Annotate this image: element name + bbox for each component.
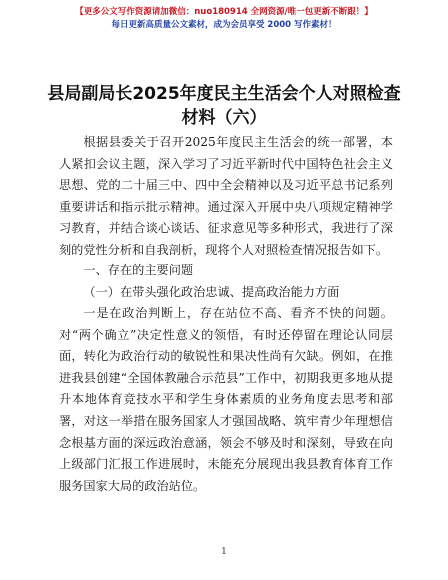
body-paragraph: 一是在政治判断上，存在站位不高、看齐不快的问题。对“两个确立”决定性意义的领悟，有时还停留在理论认同层面，转化为政治行动的敏锐性和果决性尚有欠缺。例如，在推进我县创建“全国体教融合示范县”工作中，初期我更多地从提升本地体育竞技水平和学生身体素质的业务角度去思考和部署，对这一举措在服务国家人才强国战略、筑牢青少年理想信念根基方面的深远政治意涵，领会不够及时和深刻，导致在向上级部门汇报工作进展时，未能充分展现出我县教育体育工作服务国家大局的政治站位。 xyxy=(59,306,393,493)
intro-paragraph: 根据县委关于召开2025年度民主生活会的统一部署，本人紧扣会议主题，深入学习了习近平新时代中国特色社会主义思想、党的二十届三中、四中全会精神以及习近平总书记系列重要讲话和指示批示精神。通过深入开展中央八项规定精神学习教育，并结合谈心谈话、征求意见等多种形式，我进行了深刻的党性分析和自我剖析，现将个人对照检查情况报告如下。 xyxy=(59,135,393,257)
promo-banner-line-2: 每日更新高质量公文素材，成为会员享受 2000 写作素材！ xyxy=(111,20,337,30)
document-title: 县局副局长2025年度民主生活会个人对照检查材料（六） xyxy=(47,84,401,128)
promo-banner xyxy=(0,6,448,31)
promo-banner-line-1: 【更多公文写作资源请加微信：nuo180914 全网资源/唯一包更新不断跟！】 xyxy=(75,7,373,17)
page-number: 1 xyxy=(221,547,227,557)
section-heading: 一、存在的主要问题 xyxy=(83,263,194,277)
subsection-heading: （一）在带头强化政治忠诚、提高政治能力方面 xyxy=(83,285,340,299)
